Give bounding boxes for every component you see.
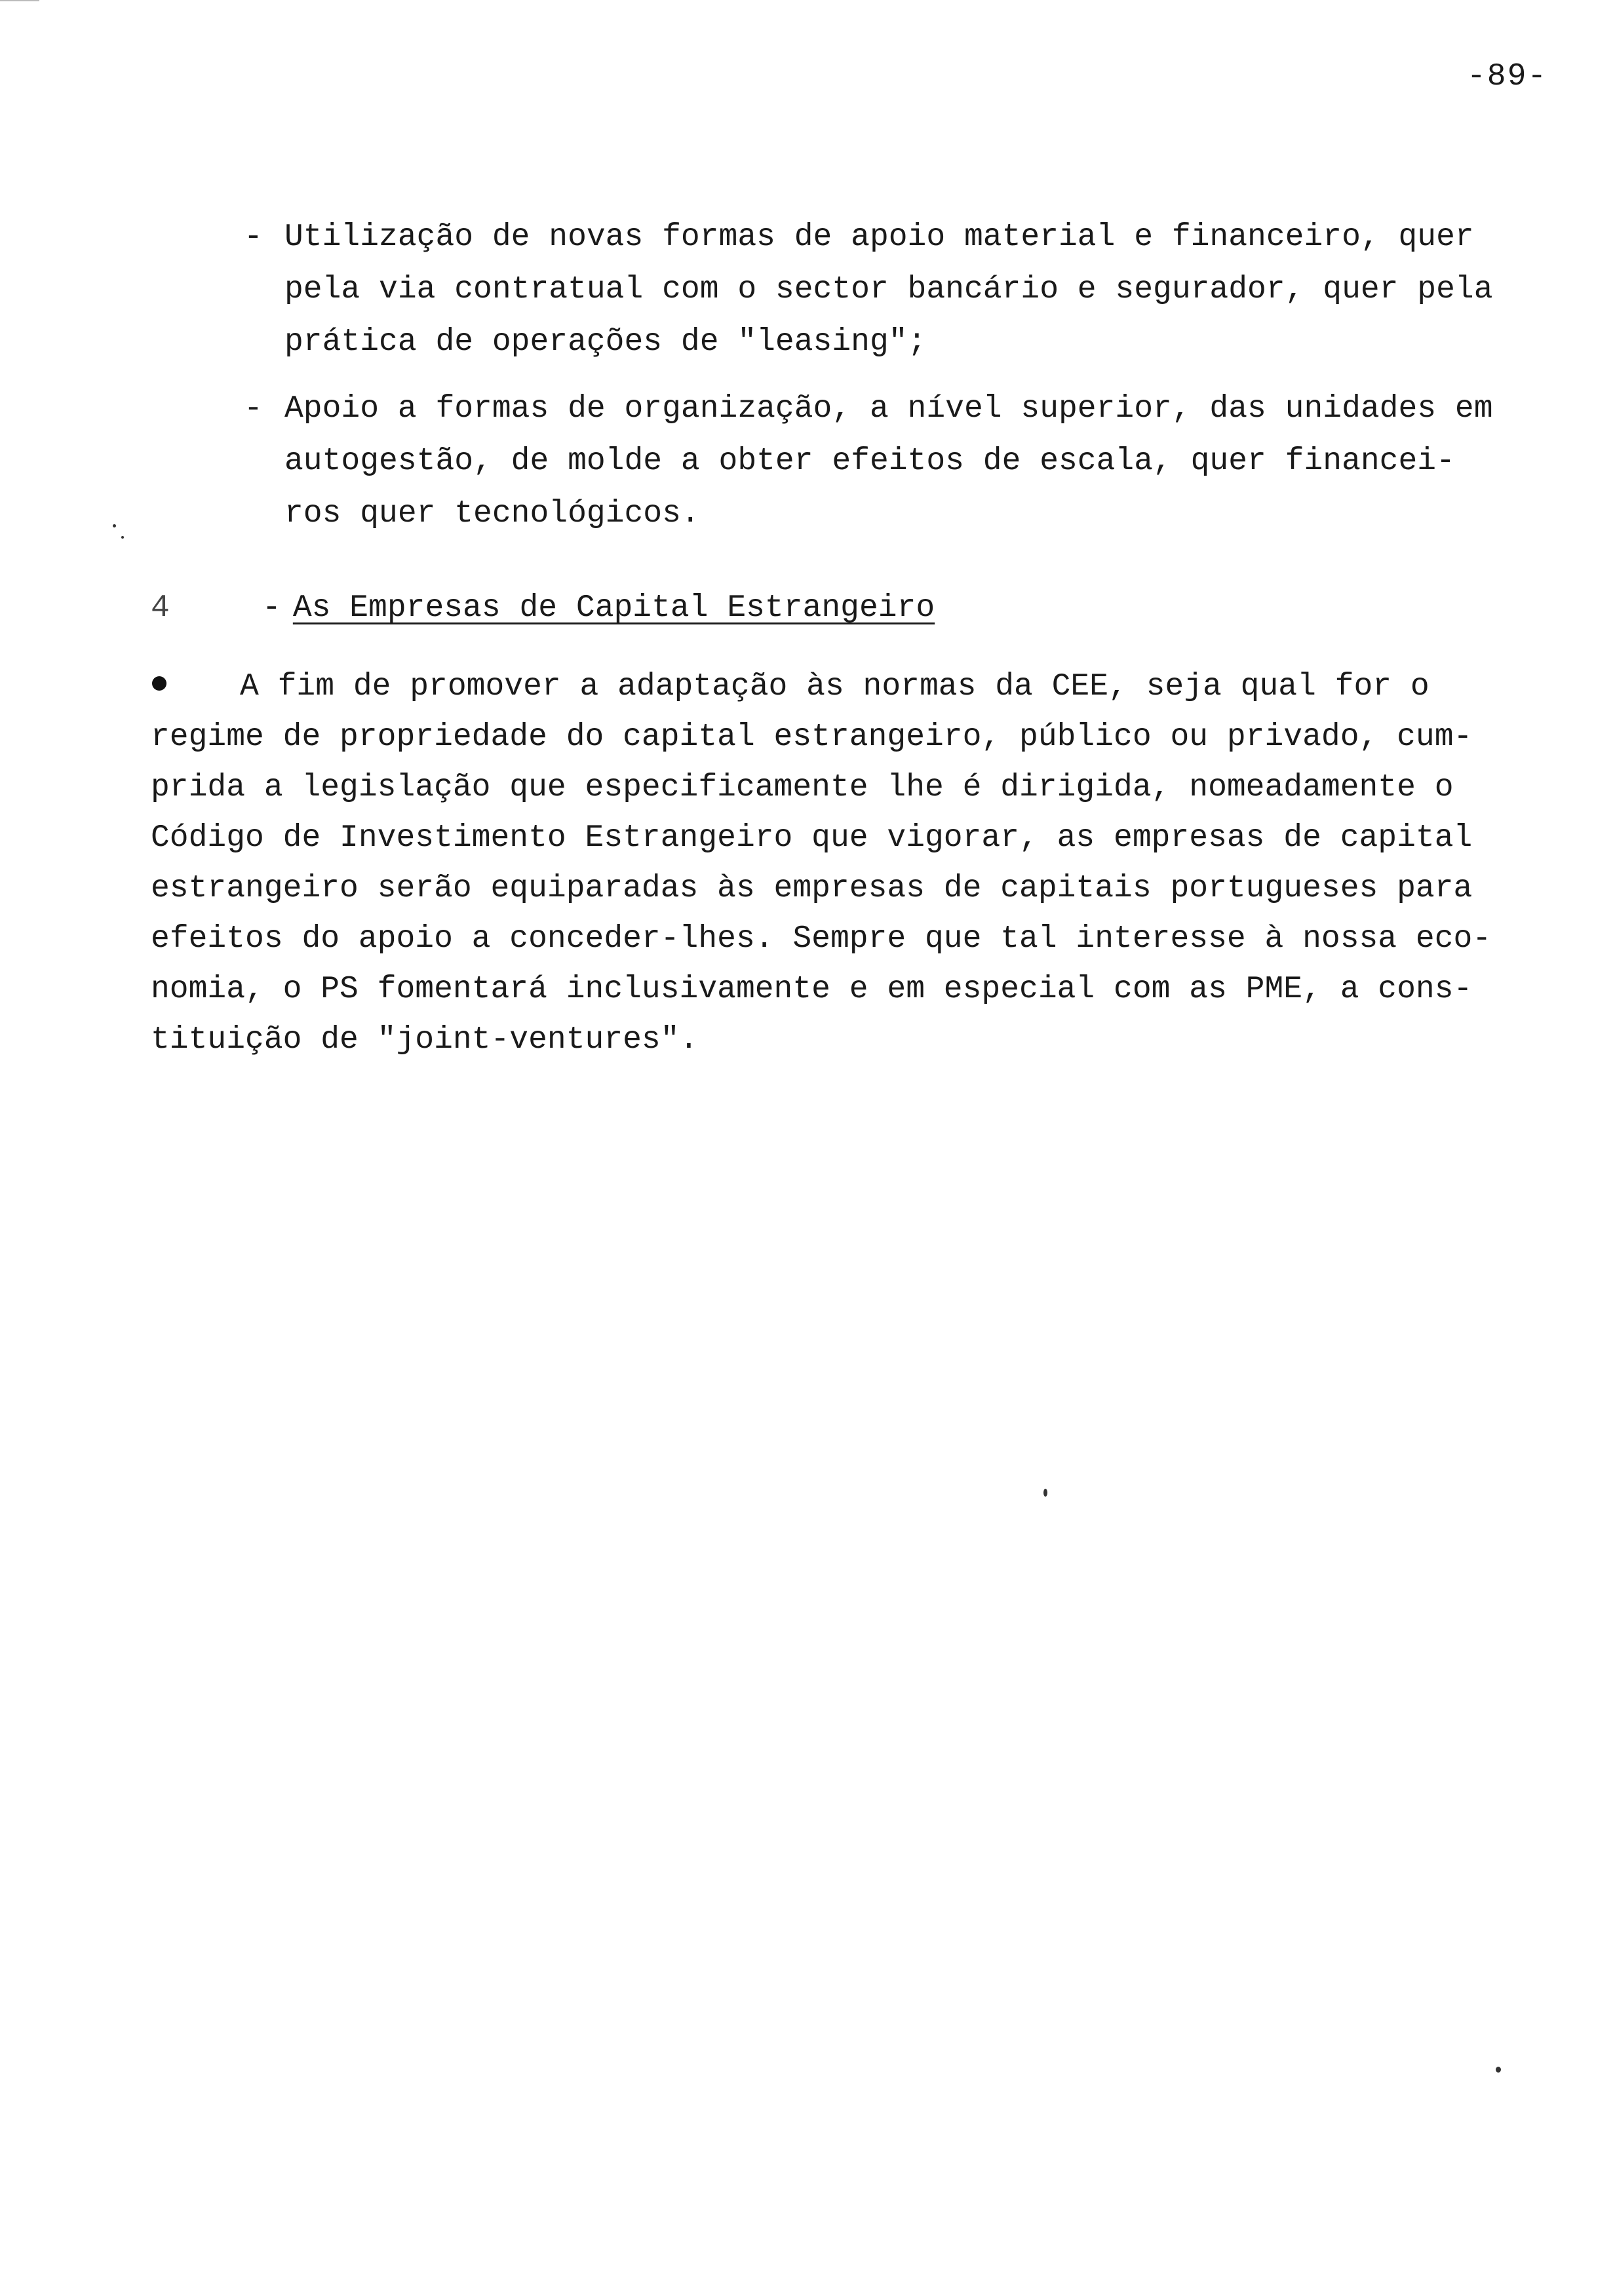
- text-line: nomia, o PS fomentará inclusivamente e em especial com as PME, a cons-: [151, 972, 1473, 1007]
- text-line: Apoio a formas de organização, a nível superior, das unidades em: [284, 391, 1493, 427]
- text-line: Código de Investimento Estrangeiro que vigorar, as empresas de capital: [151, 820, 1473, 856]
- text-line: pela via contratual com o sector bancário e segurador, quer pela: [284, 272, 1493, 307]
- list-item: [244, 383, 1581, 540]
- text-line: ros quer tecnológicos.: [284, 496, 700, 531]
- text-line: efeitos do apoio a conceder-lhes. Sempre que tal interesse à nossa eco-: [151, 921, 1492, 957]
- section-heading: [151, 582, 935, 634]
- scan-speck: [113, 524, 116, 527]
- text-line: tituição de "joint-ventures".: [151, 1022, 699, 1058]
- text-line: prida a legislação que especificamente lhe é dirigida, nomeadamente o: [151, 770, 1454, 805]
- bullet-list: [244, 211, 1581, 554]
- section-number: 4: [151, 590, 170, 626]
- scan-speck: [1043, 1489, 1047, 1497]
- list-dash: -: [244, 391, 263, 427]
- text-line: estrangeiro serão equiparadas às empresas de capitais portugueses para: [151, 871, 1473, 906]
- text-line: [151, 662, 1566, 712]
- scan-speck: [121, 536, 124, 539]
- text-line: prática de operações de "leasing";: [284, 324, 927, 360]
- section-title: As Empresas de Capital Estrangeiro: [292, 590, 935, 626]
- list-item: [244, 211, 1581, 368]
- section-dash: -: [262, 590, 281, 626]
- text-line-content: A fim de promover a adaptação às normas da CEE, seja qual for o: [240, 669, 1430, 704]
- list-dash: -: [244, 220, 263, 255]
- scan-speck: [0, 0, 39, 1]
- scan-speck: [1496, 2067, 1501, 2073]
- text-line: autogestão, de molde a obter efeitos de escala, quer financei-: [284, 444, 1455, 479]
- page-number: -89-: [1467, 59, 1548, 94]
- bullet-dot-icon: [152, 676, 166, 691]
- text-line: Utilização de novas formas de apoio material e financeiro, quer: [284, 220, 1474, 255]
- text-line: regime de propriedade do capital estrangeiro, público ou privado, cum-: [151, 719, 1473, 755]
- body-paragraph: [151, 662, 1566, 1065]
